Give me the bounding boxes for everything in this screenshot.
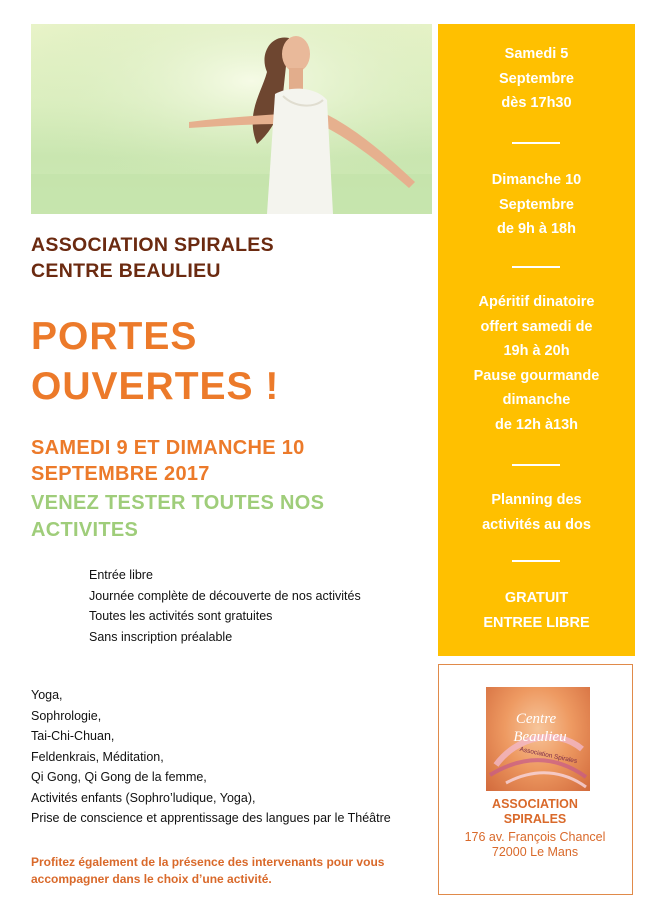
schedule-line: GRATUIT: [504, 590, 569, 606]
activity-item: Qi Gong, Qi Gong de la femme,: [31, 770, 207, 784]
schedule-line: Septembre: [499, 196, 574, 213]
event-title: [31, 312, 279, 412]
info-item: Toutes les activités sont gratuites: [89, 609, 273, 623]
schedule-line: ENTREE LIBRE: [483, 614, 590, 631]
schedule-food: [438, 290, 635, 437]
activity-item: Tai-Chi-Chuan,: [31, 729, 115, 743]
schedule-line: dimanche: [502, 392, 571, 408]
schedule-saturday: [438, 42, 635, 116]
logo-text: Centre: [515, 711, 557, 727]
card-association-name: [439, 797, 631, 827]
schedule-line: Planning des: [491, 492, 582, 508]
schedule-line: 19h à 20h: [503, 343, 570, 359]
info-item: Journée complète de découverte de nos activités: [89, 588, 361, 603]
name-line: SPIRALES: [503, 812, 567, 826]
org-line-2: CENTRE BEAULIEU: [31, 260, 221, 282]
title-line-1: PORTES: [31, 315, 198, 358]
schedule-line: Dimanche 10: [491, 172, 582, 188]
activities-list: [31, 685, 426, 829]
schedule-line: de 9h à 18h: [497, 221, 576, 237]
title-line-2: OUVERTES !: [31, 365, 280, 408]
centre-beaulieu-logo: [486, 687, 590, 791]
organization-heading: [31, 232, 274, 284]
card-address: [439, 830, 631, 860]
schedule-sunday: [438, 168, 635, 242]
schedule-line: offert samedi de: [480, 318, 593, 335]
schedule-line: Pause gourmande: [473, 367, 600, 384]
schedule-line: activités au dos: [482, 516, 591, 533]
event-dates: [31, 435, 305, 487]
logo-text: Beaulieu: [513, 729, 567, 745]
schedule-line: Samedi 5: [504, 46, 569, 62]
schedule-free: [438, 586, 635, 635]
activity-item: Activités enfants (Sophro’ludique, Yoga),: [31, 790, 256, 805]
schedule-line: Septembre: [499, 70, 574, 87]
woman-arms-open-illustration: [31, 24, 432, 214]
tagline: [31, 490, 431, 544]
spiral-logo-icon: [486, 687, 590, 791]
schedule-sidebar: [438, 24, 635, 656]
activity-item: Prise de conscience et apprentissage des langues par le Théâtre: [31, 811, 391, 825]
info-item: Entrée libre: [89, 568, 153, 582]
dates-line-1: SAMEDI 9 ET DIMANCHE 10: [31, 437, 305, 459]
closing-note: Profitez également de la présence des intervenants pour vous accompagner dans le choix d’une activité.: [31, 855, 385, 886]
schedule-planning: [438, 488, 635, 537]
info-list: [89, 565, 361, 647]
schedule-line: dès 17h30: [501, 95, 572, 111]
separator-line: [512, 464, 560, 466]
tagline-line-1: VENEZ TESTER TOUTES NOS: [31, 492, 325, 514]
tagline-line-2: ACTIVITES: [31, 519, 139, 541]
separator-line: [512, 560, 560, 562]
info-item: Sans inscription préalable: [89, 629, 233, 644]
address-line: 72000 Le Mans: [491, 845, 579, 859]
org-line-1: ASSOCIATION SPIRALES: [31, 234, 274, 256]
separator-line: [512, 142, 560, 144]
contact-card: [438, 664, 633, 895]
activity-item: Feldenkrais, Méditation,: [31, 749, 164, 764]
activity-item: Sophrologie,: [31, 708, 102, 723]
separator-line: [512, 266, 560, 268]
logo-subtext: Association Spirales: [518, 746, 578, 766]
dates-line-2: SEPTEMBRE 2017: [31, 463, 210, 485]
activity-item: Yoga,: [31, 688, 63, 702]
address-line: 176 av. François Chancel: [464, 830, 606, 844]
hero-photo: [31, 24, 432, 214]
schedule-line: Apéritif dinatoire: [478, 294, 595, 310]
name-line: ASSOCIATION: [492, 797, 578, 811]
schedule-line: de 12h à13h: [494, 416, 578, 433]
